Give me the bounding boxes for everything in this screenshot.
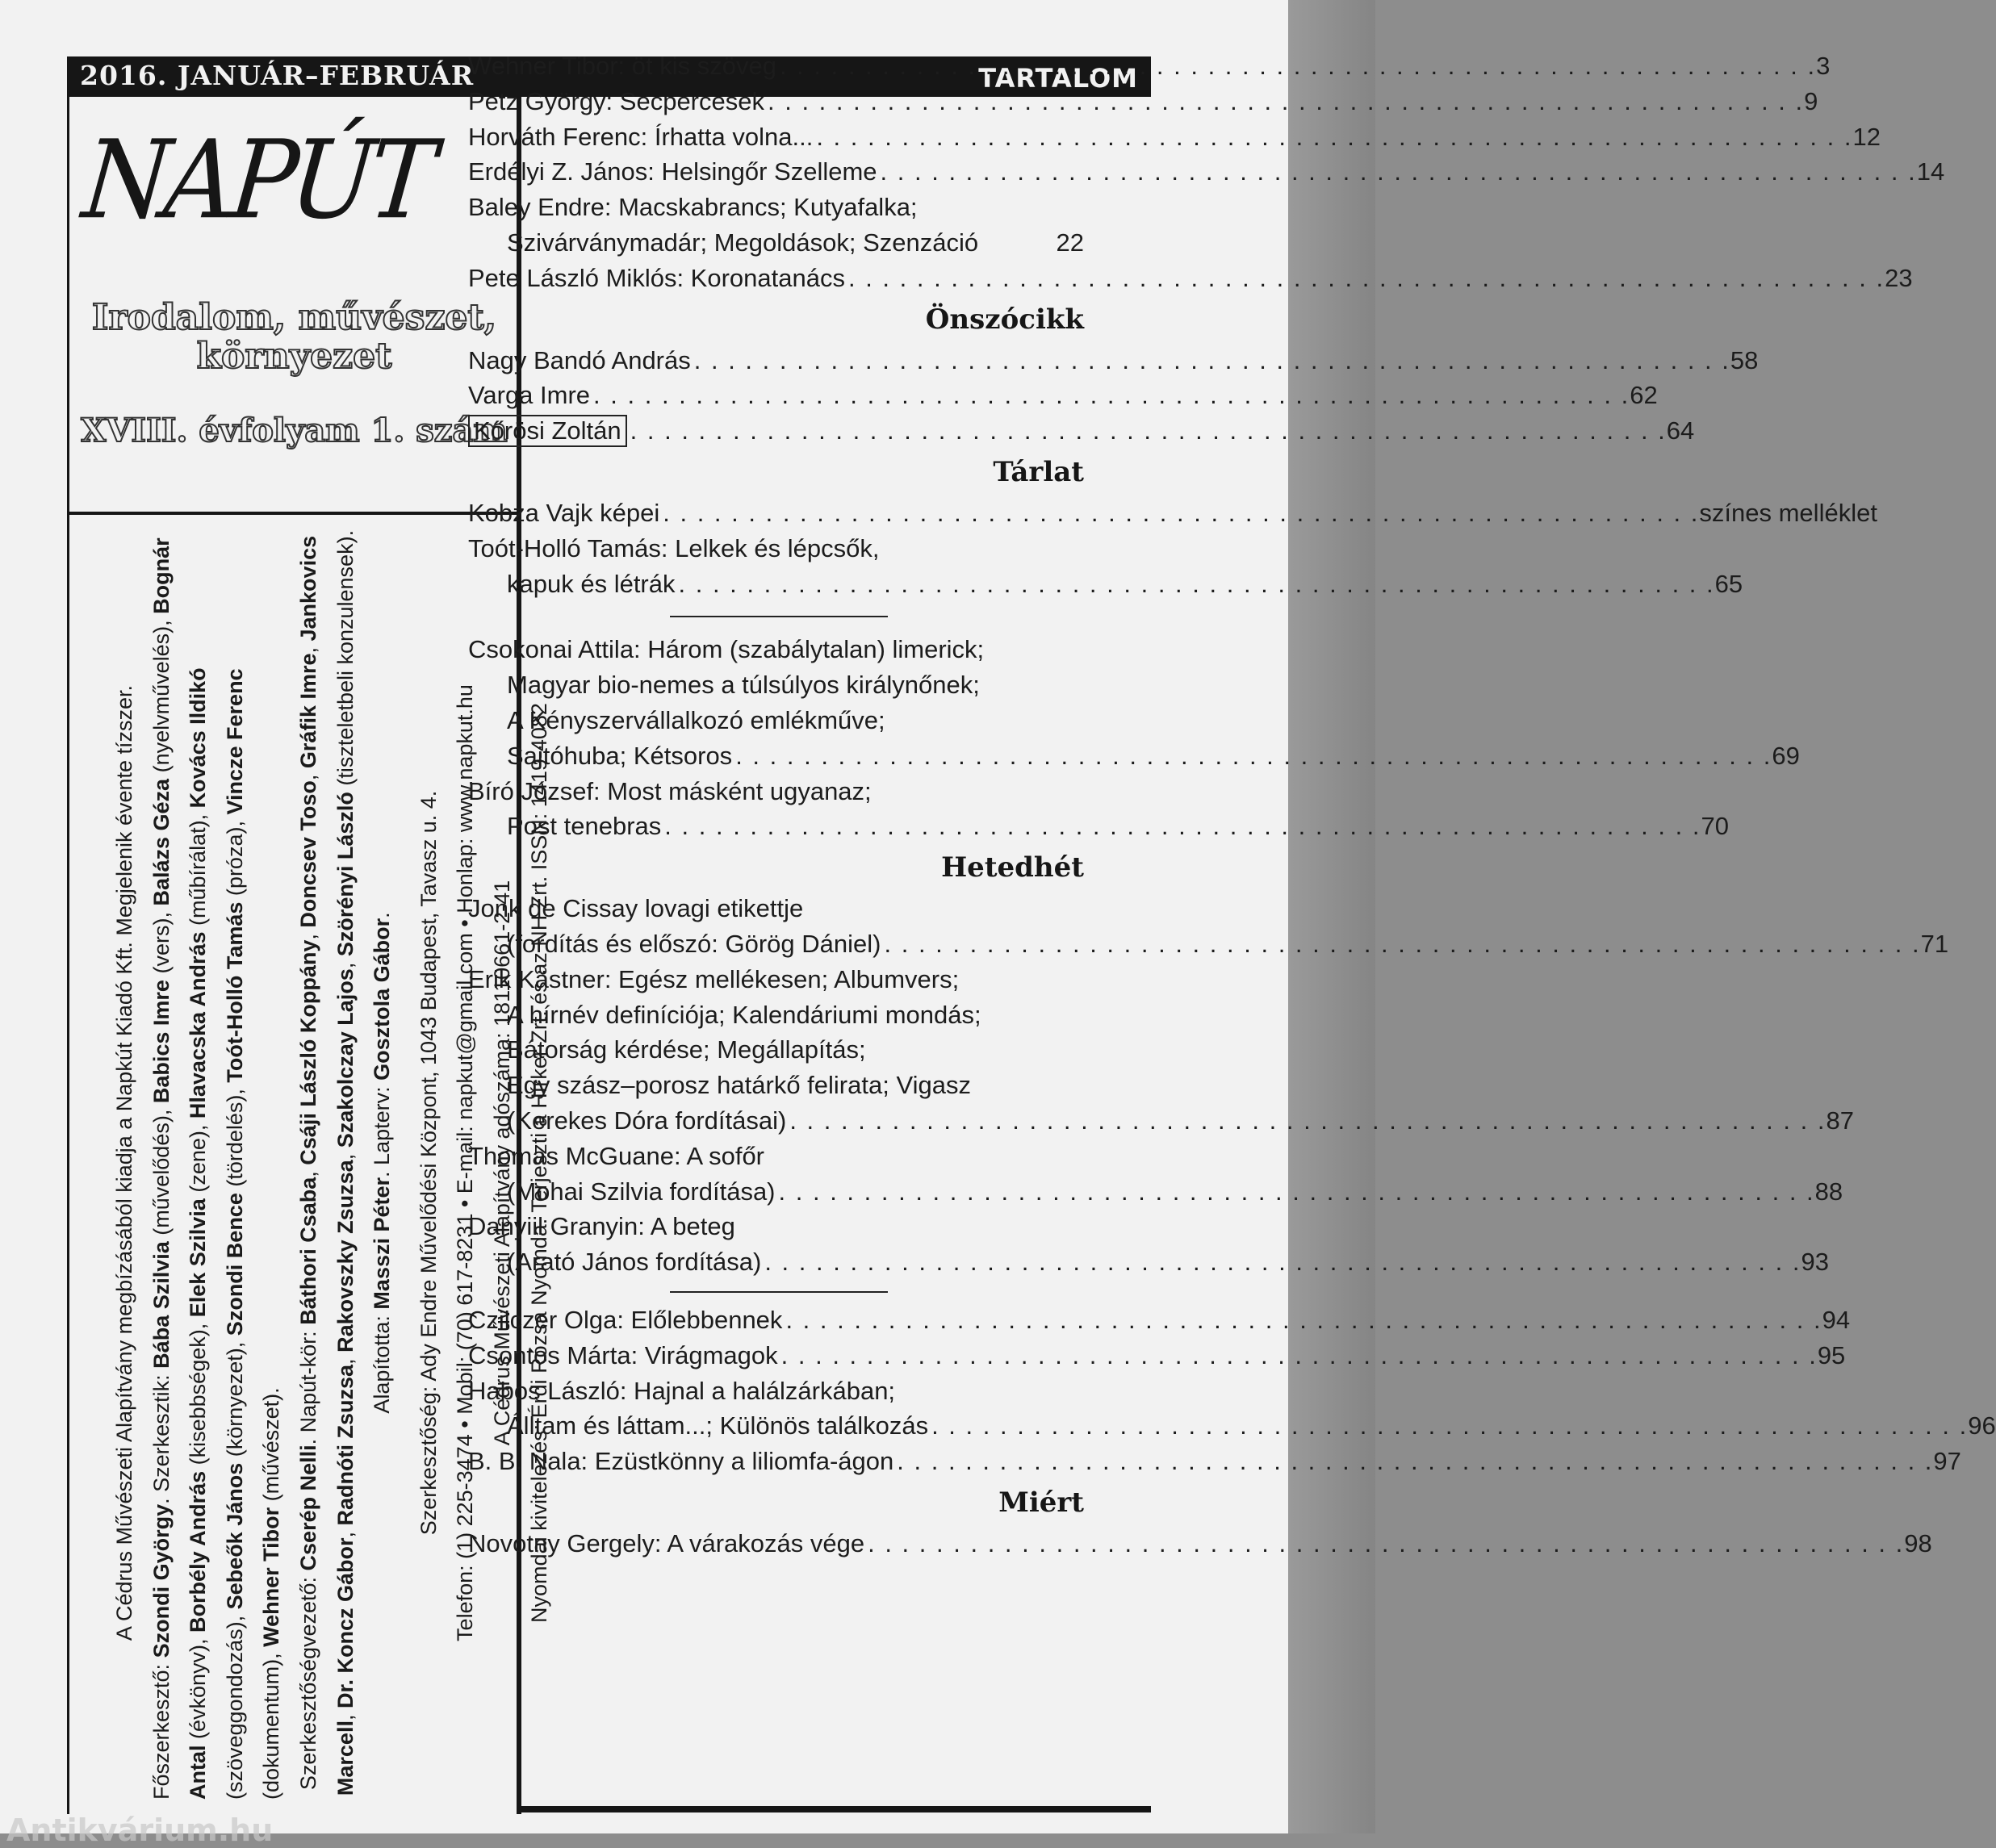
contact-line: Telefon: (1) 225-3474 • Mobil: (70) 617-8231 • E-mail: napkut@gmail.com • Honlap: www.napkut.hu bbox=[453, 684, 478, 1641]
section-heading-onszocikk: Önszócikk bbox=[925, 303, 1084, 336]
section-title: TARTALOM bbox=[978, 63, 1138, 94]
toc-entry: A hírnév definíciója; Kalendáriumi mondás; bbox=[507, 1000, 981, 1029]
circle-paragraph: Szerkesztőségvezető: Cserép Nelli. Napút-kör: Báthori Csaba, Csáji László Koppány, Doncsev Toso, Gráfik Imre, Jankovics Marcell, Dr. Koncz Gábor, Radnóti Zsuzsa, Rakovszky Zsuzsa, Szakolczay Lajos, Szörényi László (tiszteletbeli konzulensek). bbox=[295, 529, 358, 1796]
toc-entry: Novotny Gergely: A várakozás vége . . . 98 bbox=[468, 1526, 1084, 1562]
editors-paragraph: Főszerkesztő: Szondi György. Szerkesztik: Bába Szilvia (művelődés), Babics Imre (vers), Balázs Géza (nyelvművelés), Bognár Antal (évkönyv), Borbély András (kisebbségek), Elek Szilvia (zene), Hlavacska András (műbírálat), Kovács Ildikó (szöveggondozás), Sebeők János (környezet), Szondi Bence (tördelés), Toót-Holló Tamás (próza), Vincze Ferenc (dokumentum), Wehner Tibor (művészet). bbox=[149, 537, 284, 1800]
volume-number: XVIII. évfolyam 1. szám bbox=[81, 412, 508, 449]
toc-entry: Sajtóhuba; Kétsoros . . . 69 bbox=[468, 738, 1084, 774]
napút-logo: NAPÚT bbox=[77, 116, 437, 244]
toc-entry: Erdélyi Z. János: Helsingőr Szelleme . . . 14 bbox=[468, 154, 1084, 190]
table-of-contents bbox=[468, 48, 1996, 1562]
toc-entry: Jonk de Cissay lovagi etikettje bbox=[468, 894, 804, 923]
toc-entry: Habos László: Hajnal a halálzárkában; bbox=[468, 1376, 896, 1405]
subtitle-line-2: környezet bbox=[196, 336, 392, 377]
publisher-line: A Cédrus Művészeti Alapítvány megbízásából kiadja a Napkút Kiadó Kft. Megjelenik évente tízszer. bbox=[112, 684, 136, 1641]
toc-entry: Wehner Tibor: öt kis szöveg . . . 3 bbox=[468, 48, 1084, 84]
boxed-author: Kőrösi Zoltán bbox=[468, 415, 627, 447]
toc-entry: Kőrösi Zoltán . . . 64 bbox=[468, 413, 1084, 449]
toc-entry: Bátorság kérdése; Megállapítás; bbox=[507, 1035, 866, 1064]
toc-entry: Egy szász–porosz határkő felirata; Vigasz bbox=[507, 1071, 971, 1100]
section-heading-hetedhet: Hetedhét bbox=[941, 851, 1084, 884]
founder-line: Alapította: Masszi Péter. Lapterv: Gosztola Gábor. bbox=[370, 912, 395, 1414]
toc-entry: Csokonai Attila: Három (szabálytalan) limerick; bbox=[468, 635, 985, 664]
toc-entry: Szivárványmadár; Megoldások; Szenzáció 22 bbox=[507, 228, 1084, 257]
toc-entry: A Kényszervállalkozó emlékműve; bbox=[507, 705, 885, 734]
toc-entry: Danyiil Granyin: A beteg bbox=[468, 1212, 735, 1241]
bottom-rule bbox=[517, 1806, 1151, 1812]
toc-entry: Bíró József: Most másként ugyanaz; bbox=[468, 776, 872, 805]
toc-entry: Álltam és láttam...; Különös találkozás . . . 96 bbox=[468, 1408, 1084, 1444]
toc-entry: Csontos Márta: Virágmagok . . . 95 bbox=[468, 1338, 1084, 1373]
toc-entry: Post tenebras . . . 70 bbox=[468, 809, 1084, 844]
toc-entry: Czilczer Olga: Előlebbennek . . . 94 bbox=[468, 1302, 1084, 1338]
toc-entry: Petz György: Secpercesek . . . 9 bbox=[468, 84, 1084, 119]
issue-date: 2016. JANUÁR–FEBRUÁR bbox=[80, 60, 475, 91]
credits-area bbox=[69, 515, 551, 1812]
toc-entry: (Mohai Szilvia fordítása) . . . 88 bbox=[468, 1174, 1084, 1210]
toc-entry: (Kerekes Dóra fordításai) . . . 87 bbox=[468, 1103, 1084, 1139]
toc-entry: Toót-Holló Tamás: Lelkek és lépcsők, bbox=[468, 533, 880, 562]
office-line: Szerkesztőség: Ady Endre Művelődési Központ, 1043 Budapest, Tavasz u. 4. bbox=[416, 790, 441, 1536]
tax-line: A Cédrus Művészeti Alapítvány adószáma: 18110661-2-41 bbox=[489, 880, 514, 1446]
toc-entry: Erik Kästner: Egész mellékesen; Albumvers; bbox=[468, 964, 960, 993]
editor-in-chief: Szondi György bbox=[149, 1503, 174, 1658]
toc-entry: Kobza Vajk képei . . . színes melléklet bbox=[468, 495, 1084, 531]
toc-entry: (Arató János fordítása) . . . 93 bbox=[468, 1244, 1084, 1280]
separator-rule bbox=[468, 601, 1084, 632]
toc-entry: Magyar bio-nemes a túlsúlyos királynőnek; bbox=[507, 671, 980, 700]
toc-entry: Pete László Miklós: Koronatanács . . . 23 bbox=[468, 261, 1084, 296]
toc-entry: Varga Imre . . . 62 bbox=[468, 378, 1084, 413]
toc-entry: Thomas McGuane: A sofőr bbox=[468, 1141, 765, 1170]
toc-entry: Horváth Ferenc: Írhatta volna... . . . 12 bbox=[468, 119, 1084, 155]
toc-entry: Baley Endre: Macskabrancs; Kutyafalka; bbox=[468, 193, 918, 222]
masthead-box bbox=[69, 97, 519, 515]
toc-entry: (fordítás és előszó: Görög Dániel) . . . 71 bbox=[468, 926, 1084, 962]
separator-rule bbox=[468, 1280, 1084, 1302]
subtitle-line-1: Irodalom, művészet, bbox=[91, 297, 497, 338]
toc-entry: B. B. Nala: Ezüstkönny a liliomfa-ágon . . . 97 bbox=[468, 1444, 1084, 1479]
toc-entry: Nagy Bandó András . . . 58 bbox=[468, 343, 1084, 378]
printing-line: Nyomdai kivitelezés: Érdi Rózsa Nyomda. Terjeszti a Hírker Zrt. és az NH Zrt. ISSN: 1419-4082 bbox=[526, 703, 551, 1623]
section-heading-tarlat: Tárlat bbox=[993, 455, 1084, 488]
section-heading-miert: Miért bbox=[998, 1486, 1084, 1519]
toc-entry: kapuk és létrák . . . 65 bbox=[468, 567, 1084, 602]
watermark: Antikvárium.hu bbox=[6, 1812, 274, 1848]
